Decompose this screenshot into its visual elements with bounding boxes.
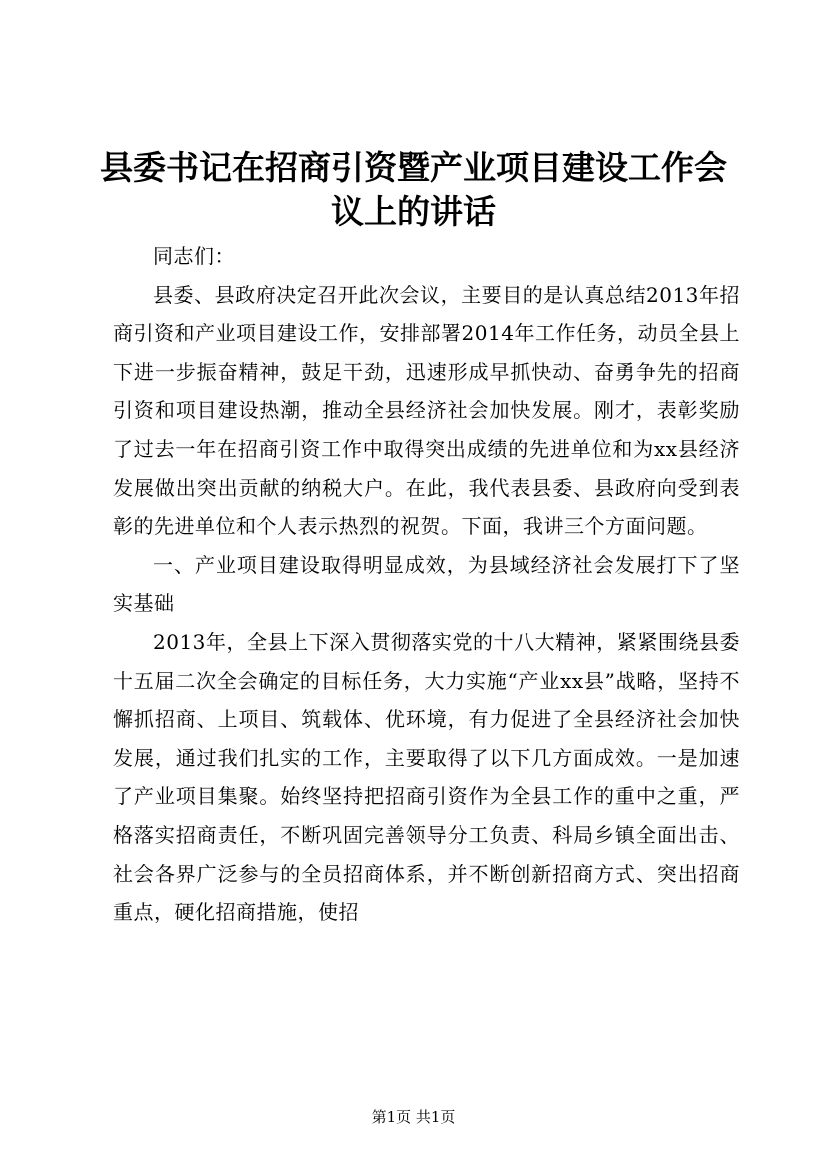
salutation: 同志们： — [153, 244, 235, 268]
paragraph-achievements: 2013年，全县上下深入贯彻落实党的十八大精神，紧紧围绕县委十五届二次全会确定的目标任务，大力实施“产业xx县”战略，坚持不懈抓招商、上项目、筑载体、优环境，有力促进了全县经济社会加快发展，通过我们扎实的工作，主要取得了以下几方面成效。一是加速了产业项目集聚。始终坚持把招商引资作为全县工作的重中之重，严格落实招商责任，不断巩固完善领导分工负责、科局乡镇全面出击、社会各界广泛参与的全员招商体系，并不断创新招商方式、突出招商重点，硬化招商措施，使招 — [113, 629, 740, 925]
document-body — [113, 237, 740, 932]
paragraph-intro: 县委、县政府决定召开此次会议，主要目的是认真总结2013年招商引资和产业项目建设工作，安排部署2014年工作任务，动员全县上下进一步振奋精神，鼓足干劲，迅速形成早抓快动、奋勇争先的招商引资和项目建设热潮，推动全县经济社会加快发展。刚才，表彰奖励了过去一年在招商引资工作中取得突出成绩的先进单位和为xx县经济发展做出突出贡献的纳税大户。在此，我代表县委、县政府向受到表彰的先进单位和个人表示热烈的祝贺。下面，我讲三个方面问题。 — [113, 282, 740, 539]
section-heading: 一、产业项目建设取得明显成效，为县域经济社会发展打下了坚实基础 — [113, 552, 740, 616]
document-title: 县委书记在招商引资暨产业项目建设工作会议上的讲话 — [100, 148, 727, 231]
page-footer: 第1页 共1页 — [371, 1108, 456, 1126]
